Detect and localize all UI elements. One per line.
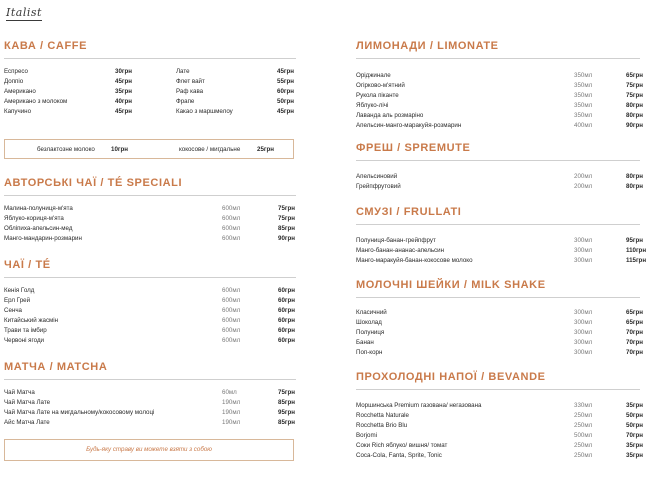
item-name: Червоні ягоди bbox=[4, 337, 45, 344]
item-price: 35грн bbox=[626, 442, 643, 449]
menu-item bbox=[356, 318, 643, 328]
item-name: Яблуко-кориця-м'ята bbox=[4, 215, 64, 222]
menu-item bbox=[356, 91, 643, 101]
item-volume: 400мл bbox=[574, 122, 593, 129]
menu-item bbox=[4, 224, 296, 234]
item-price: 35грн bbox=[626, 402, 643, 409]
item-name: Чай Матча Лате bbox=[4, 399, 51, 406]
item-price: 45грн bbox=[277, 68, 294, 75]
item-price: 65грн bbox=[626, 319, 643, 326]
menu-item bbox=[4, 326, 296, 336]
section-coffee bbox=[4, 40, 296, 127]
menu-item bbox=[4, 204, 296, 214]
item-name: Полуниця bbox=[356, 329, 385, 336]
item-price: 60грн bbox=[278, 317, 295, 324]
item-volume: 200мл bbox=[574, 183, 593, 190]
item-price: 65грн bbox=[626, 309, 643, 316]
item-volume: 250мл bbox=[574, 442, 593, 449]
item-price: 40грн bbox=[115, 98, 132, 105]
item-price: 35грн bbox=[626, 452, 643, 459]
item-price: 85грн bbox=[278, 225, 295, 232]
item-volume: 300мл bbox=[574, 237, 593, 244]
menu-item bbox=[356, 101, 643, 111]
item-price: 95грн bbox=[626, 237, 643, 244]
menu-item bbox=[356, 441, 643, 451]
item-volume: 300мл bbox=[574, 319, 593, 326]
item-volume: 190мл bbox=[222, 399, 241, 406]
item-name: Манго-мандарин-розмарин bbox=[4, 235, 82, 242]
item-price: 75грн bbox=[278, 205, 295, 212]
menu-item bbox=[356, 172, 643, 182]
item-price: 45грн bbox=[115, 108, 132, 115]
section-title-lemonade: ЛИМОНАДИ / LIMONATE bbox=[356, 40, 640, 59]
item-volume: 600мл bbox=[222, 307, 241, 314]
item-price: 85грн bbox=[278, 399, 295, 406]
menu-item bbox=[4, 336, 296, 346]
item-price: 65грн bbox=[626, 72, 643, 79]
item-price: 60грн bbox=[278, 287, 295, 294]
item-name: Американо з молоком bbox=[4, 98, 68, 105]
item-price: 85грн bbox=[278, 419, 295, 426]
milk-option-price: 10грн bbox=[111, 146, 128, 153]
item-name: Апельсиновий bbox=[356, 173, 398, 180]
section-title-fresh: ФРЕШ / SPREMUTE bbox=[356, 142, 640, 161]
item-volume: 350мл bbox=[574, 92, 593, 99]
item-volume: 350мл bbox=[574, 112, 593, 119]
item-price: 80грн bbox=[626, 173, 643, 180]
item-volume: 500мл bbox=[574, 432, 593, 439]
item-volume: 350мл bbox=[574, 72, 593, 79]
item-name: Фрапе bbox=[176, 98, 195, 105]
item-volume: 300мл bbox=[574, 329, 593, 336]
item-name: Раф кава bbox=[176, 88, 204, 95]
item-volume: 350мл bbox=[574, 82, 593, 89]
item-price: 45грн bbox=[277, 108, 294, 115]
item-name: Сенча bbox=[4, 307, 22, 314]
menu-item bbox=[4, 408, 296, 418]
item-volume: 300мл bbox=[574, 309, 593, 316]
item-volume: 330мл bbox=[574, 402, 593, 409]
section-title-milkshake: МОЛОЧНІ ШЕЙКИ / MILK SHAKE bbox=[356, 279, 640, 298]
menu-item bbox=[4, 306, 296, 316]
item-name: Трави та імбир bbox=[4, 327, 47, 334]
takeaway-note: Будь-яку страву ви можете взяти з собою bbox=[4, 439, 294, 461]
section-cold-drinks bbox=[356, 371, 643, 461]
milk-option-price: 25грн bbox=[257, 146, 274, 153]
menu-item bbox=[4, 214, 296, 224]
item-name: Капучино bbox=[4, 108, 32, 115]
item-price: 115грн bbox=[626, 257, 646, 264]
item-volume: 600мл bbox=[222, 327, 241, 334]
menu-item bbox=[356, 256, 646, 266]
item-volume: 300мл bbox=[574, 339, 593, 346]
item-price: 50грн bbox=[277, 98, 294, 105]
menu-item bbox=[356, 451, 643, 461]
item-name: Лате bbox=[176, 68, 190, 75]
milk-option-label: кокосове / мигдальне bbox=[179, 146, 241, 153]
menu-item bbox=[356, 328, 643, 338]
item-volume: 300мл bbox=[574, 257, 593, 264]
menu-item bbox=[4, 67, 144, 77]
item-volume: 600мл bbox=[222, 337, 241, 344]
menu-item bbox=[4, 234, 296, 244]
menu-item bbox=[176, 87, 296, 97]
menu-item bbox=[176, 77, 296, 87]
item-name: Айс Матча Лате bbox=[4, 419, 50, 426]
item-price: 75грн bbox=[278, 215, 295, 222]
menu-item bbox=[356, 71, 643, 81]
menu-item bbox=[4, 107, 144, 117]
item-name: Кенія Голд bbox=[4, 287, 35, 294]
item-volume: 200мл bbox=[574, 173, 593, 180]
item-volume: 600мл bbox=[222, 297, 241, 304]
item-price: 35грн bbox=[115, 88, 132, 95]
item-price: 95грн bbox=[278, 409, 295, 416]
item-name: Чай Матча Лате на мигдальному/кокосовому молоці bbox=[4, 409, 155, 416]
item-volume: 250мл bbox=[574, 412, 593, 419]
menu-item bbox=[4, 316, 296, 326]
item-price: 80грн bbox=[626, 112, 643, 119]
item-name: Класичний bbox=[356, 309, 387, 316]
item-name: Ерл Грей bbox=[4, 297, 31, 304]
section-title-cold-drinks: ПРОХОЛОДНІ НАПОЇ / BEVANDE bbox=[356, 371, 640, 390]
menu-item bbox=[356, 182, 643, 192]
item-price: 50грн bbox=[626, 422, 643, 429]
item-name: Манго-банан-ананас-апельсин bbox=[356, 247, 445, 254]
item-price: 70грн bbox=[626, 339, 643, 346]
item-price: 60грн bbox=[278, 327, 295, 334]
item-name: Поп-корн bbox=[356, 349, 383, 356]
item-price: 90грн bbox=[626, 122, 643, 129]
menu-item bbox=[4, 97, 144, 107]
menu-item bbox=[356, 308, 643, 318]
item-price: 60грн bbox=[278, 297, 295, 304]
item-volume: 60мл bbox=[222, 389, 237, 396]
menu-item bbox=[356, 431, 643, 441]
item-volume: 600мл bbox=[222, 205, 241, 212]
item-name: Лаванда аль розмаріно bbox=[356, 112, 424, 119]
item-name: Флет вайт bbox=[176, 78, 205, 85]
section-author-tea bbox=[4, 177, 296, 244]
item-price: 80грн bbox=[626, 102, 643, 109]
item-name: Моршинська Premium газована/ негазована bbox=[356, 402, 482, 409]
menu-item bbox=[176, 97, 296, 107]
item-price: 70грн bbox=[626, 349, 643, 356]
menu-item bbox=[356, 121, 643, 131]
menu-item bbox=[4, 296, 296, 306]
item-name: Американо bbox=[4, 88, 36, 95]
menu-item bbox=[356, 246, 646, 256]
brand-logo: Italist bbox=[6, 6, 42, 19]
menu-item bbox=[4, 418, 296, 428]
menu-item bbox=[176, 107, 296, 117]
item-price: 75грн bbox=[278, 389, 295, 396]
section-title-coffee: КАВА / CAFFE bbox=[4, 40, 296, 59]
item-name: Огірково-м'ятний bbox=[356, 82, 405, 89]
item-price: 75грн bbox=[626, 82, 643, 89]
menu-item bbox=[4, 398, 296, 408]
item-volume: 190мл bbox=[222, 419, 241, 426]
item-volume: 600мл bbox=[222, 317, 241, 324]
item-name: Borjomi bbox=[356, 432, 377, 439]
section-title-tea: ЧАЇ / TÉ bbox=[4, 259, 296, 278]
item-price: 70грн bbox=[626, 432, 643, 439]
item-price: 110грн bbox=[626, 247, 646, 254]
item-name: Rocchetta Naturale bbox=[356, 412, 409, 419]
menu-item bbox=[356, 348, 643, 358]
item-price: 75грн bbox=[626, 92, 643, 99]
item-price: 60грн bbox=[278, 337, 295, 344]
item-name: Банан bbox=[356, 339, 374, 346]
menu-item bbox=[4, 388, 296, 398]
item-price: 50грн bbox=[626, 412, 643, 419]
item-name: Еспресо bbox=[4, 68, 28, 75]
item-volume: 600мл bbox=[222, 287, 241, 294]
item-name: Соки Rich яблуко/ вишня/ томат bbox=[356, 442, 448, 449]
item-volume: 300мл bbox=[574, 247, 593, 254]
menu-item bbox=[356, 401, 643, 411]
item-volume: 600мл bbox=[222, 215, 241, 222]
coffee-list-right bbox=[176, 67, 296, 117]
section-tea bbox=[4, 259, 296, 346]
menu-item bbox=[356, 81, 643, 91]
menu-item bbox=[356, 421, 643, 431]
item-name: Апельсин-манго-маракуйя-розмарин bbox=[356, 122, 462, 129]
coffee-list-left bbox=[4, 67, 144, 117]
menu-item bbox=[4, 286, 296, 296]
item-volume: 600мл bbox=[222, 225, 241, 232]
section-matcha bbox=[4, 361, 296, 428]
item-volume: 600мл bbox=[222, 235, 241, 242]
item-volume: 350мл bbox=[574, 102, 593, 109]
item-name: Манго-маракуйя-банан-кокосове молоко bbox=[356, 257, 473, 264]
menu-item bbox=[4, 77, 144, 87]
section-title-smoothie: СМУЗІ / FRULLATI bbox=[356, 206, 640, 225]
item-volume: 250мл bbox=[574, 422, 593, 429]
milk-option-label: безлактозне молоко bbox=[37, 146, 95, 153]
item-name: Китайський жасмін bbox=[4, 317, 59, 324]
item-price: 80грн bbox=[626, 183, 643, 190]
section-lemonade bbox=[356, 40, 643, 131]
item-volume: 300мл bbox=[574, 349, 593, 356]
menu-item bbox=[356, 338, 643, 348]
section-title-author-tea: АВТОРСЬКІ ЧАЇ / TÉ SPECIALI bbox=[4, 177, 296, 196]
item-price: 60грн bbox=[277, 88, 294, 95]
item-volume: 190мл bbox=[222, 409, 241, 416]
milk-options-box bbox=[4, 139, 294, 159]
menu-item bbox=[356, 111, 643, 121]
item-name: Coca-Cola, Fanta, Sprite, Tonic bbox=[356, 452, 442, 459]
item-name: Шоколад bbox=[356, 319, 382, 326]
menu-item bbox=[356, 411, 643, 421]
section-title-matcha: МАТЧА / MATCHA bbox=[4, 361, 296, 380]
item-price: 90грн bbox=[278, 235, 295, 242]
item-price: 45грн bbox=[115, 78, 132, 85]
item-name: Рукола піканте bbox=[356, 92, 399, 99]
item-price: 60грн bbox=[278, 307, 295, 314]
item-name: Полуниця-банан-грейпфрут bbox=[356, 237, 436, 244]
item-name: Доппіо bbox=[4, 78, 24, 85]
item-name: Малина-полуниця-м'ята bbox=[4, 205, 73, 212]
item-price: 70грн bbox=[626, 329, 643, 336]
item-name: Чай Матча bbox=[4, 389, 35, 396]
item-name: Rocchetta Brio Blu bbox=[356, 422, 408, 429]
section-fresh bbox=[356, 142, 643, 192]
item-price: 30грн bbox=[115, 68, 132, 75]
section-milkshake bbox=[356, 279, 643, 358]
item-name: Оріджинале bbox=[356, 72, 391, 79]
item-name: Какао з маршмелоу bbox=[176, 108, 233, 115]
menu-item bbox=[176, 67, 296, 77]
menu-item bbox=[356, 236, 643, 246]
section-smoothie bbox=[356, 206, 646, 266]
item-name: Грейпфрутовий bbox=[356, 183, 401, 190]
item-volume: 250мл bbox=[574, 452, 593, 459]
item-name: Яблуко-лічі bbox=[356, 102, 389, 109]
item-price: 55грн bbox=[277, 78, 294, 85]
item-name: Обліпиха-апельсин-мед bbox=[4, 225, 73, 232]
menu-item bbox=[4, 87, 144, 97]
